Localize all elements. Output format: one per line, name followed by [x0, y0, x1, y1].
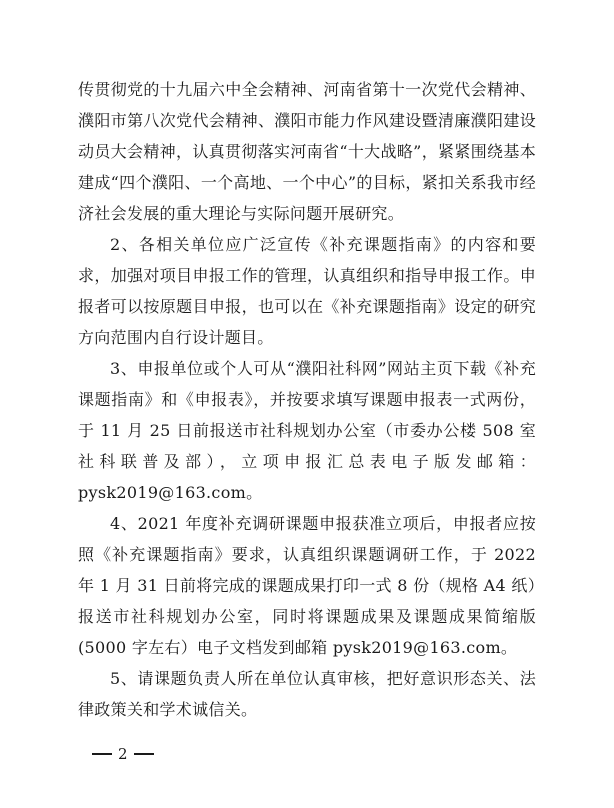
page-footer [92, 744, 154, 764]
paragraph-2: 2、各相关单位应广泛宣传《补充课题指南》的内容和要求，加强对项目申报工作的管理，认真组织和指导申报工作。申报者可以按原题目申报，也可以在《补充课题指南》设定的研究方向范围内自行设计题目。 [78, 235, 536, 347]
paragraph-3: 3、申报单位或个人可从“濮阳社科网”网站主页下载《补充课题指南》和《申报表》，并按要求填写课题申报表一式两份，于 11 月 25 日前报送市社科规划办公室（市委办公楼 508 室社科联普及部），立项申报汇总表电子版发邮箱：pysk2019@163.com。 [78, 359, 536, 502]
page-number: 2 [118, 745, 128, 763]
paragraph-1-continuation: 传贯彻党的十九届六中全会精神、河南省第十一次党代会精神、濮阳市第八次党代会精神、濮阳市能力作风建设暨清廉濮阳建设动员大会精神，认真贯彻落实河南省“十大战略”，紧紧围绕基本建成“四个濮阳、一个高地、一个中心”的目标，紧扣关系我市经济社会发展的重大理论与实际问题开展研究。 [78, 80, 536, 223]
document-body [78, 74, 536, 725]
paragraph-4: 4、2021 年度补充调研课题申报获准立项后，申报者应按照《补充课题指南》要求，认真组织课题调研工作，于 2022 年 1 月 31 日前将完成的课题成果打印一式 8 份（规格 A4 纸）报送市社科规划办公室，同时将课题成果及课题成果简缩版(5000 字左右）电子文档发到邮箱 pysk2019@163.com。 [78, 514, 536, 657]
paragraph-5: 5、请课题负责人所在单位认真审核，把好意识形态关、法律政策关和学术诚信关。 [78, 669, 536, 719]
footer-dash-right [134, 753, 154, 755]
footer-dash-left [92, 753, 112, 755]
